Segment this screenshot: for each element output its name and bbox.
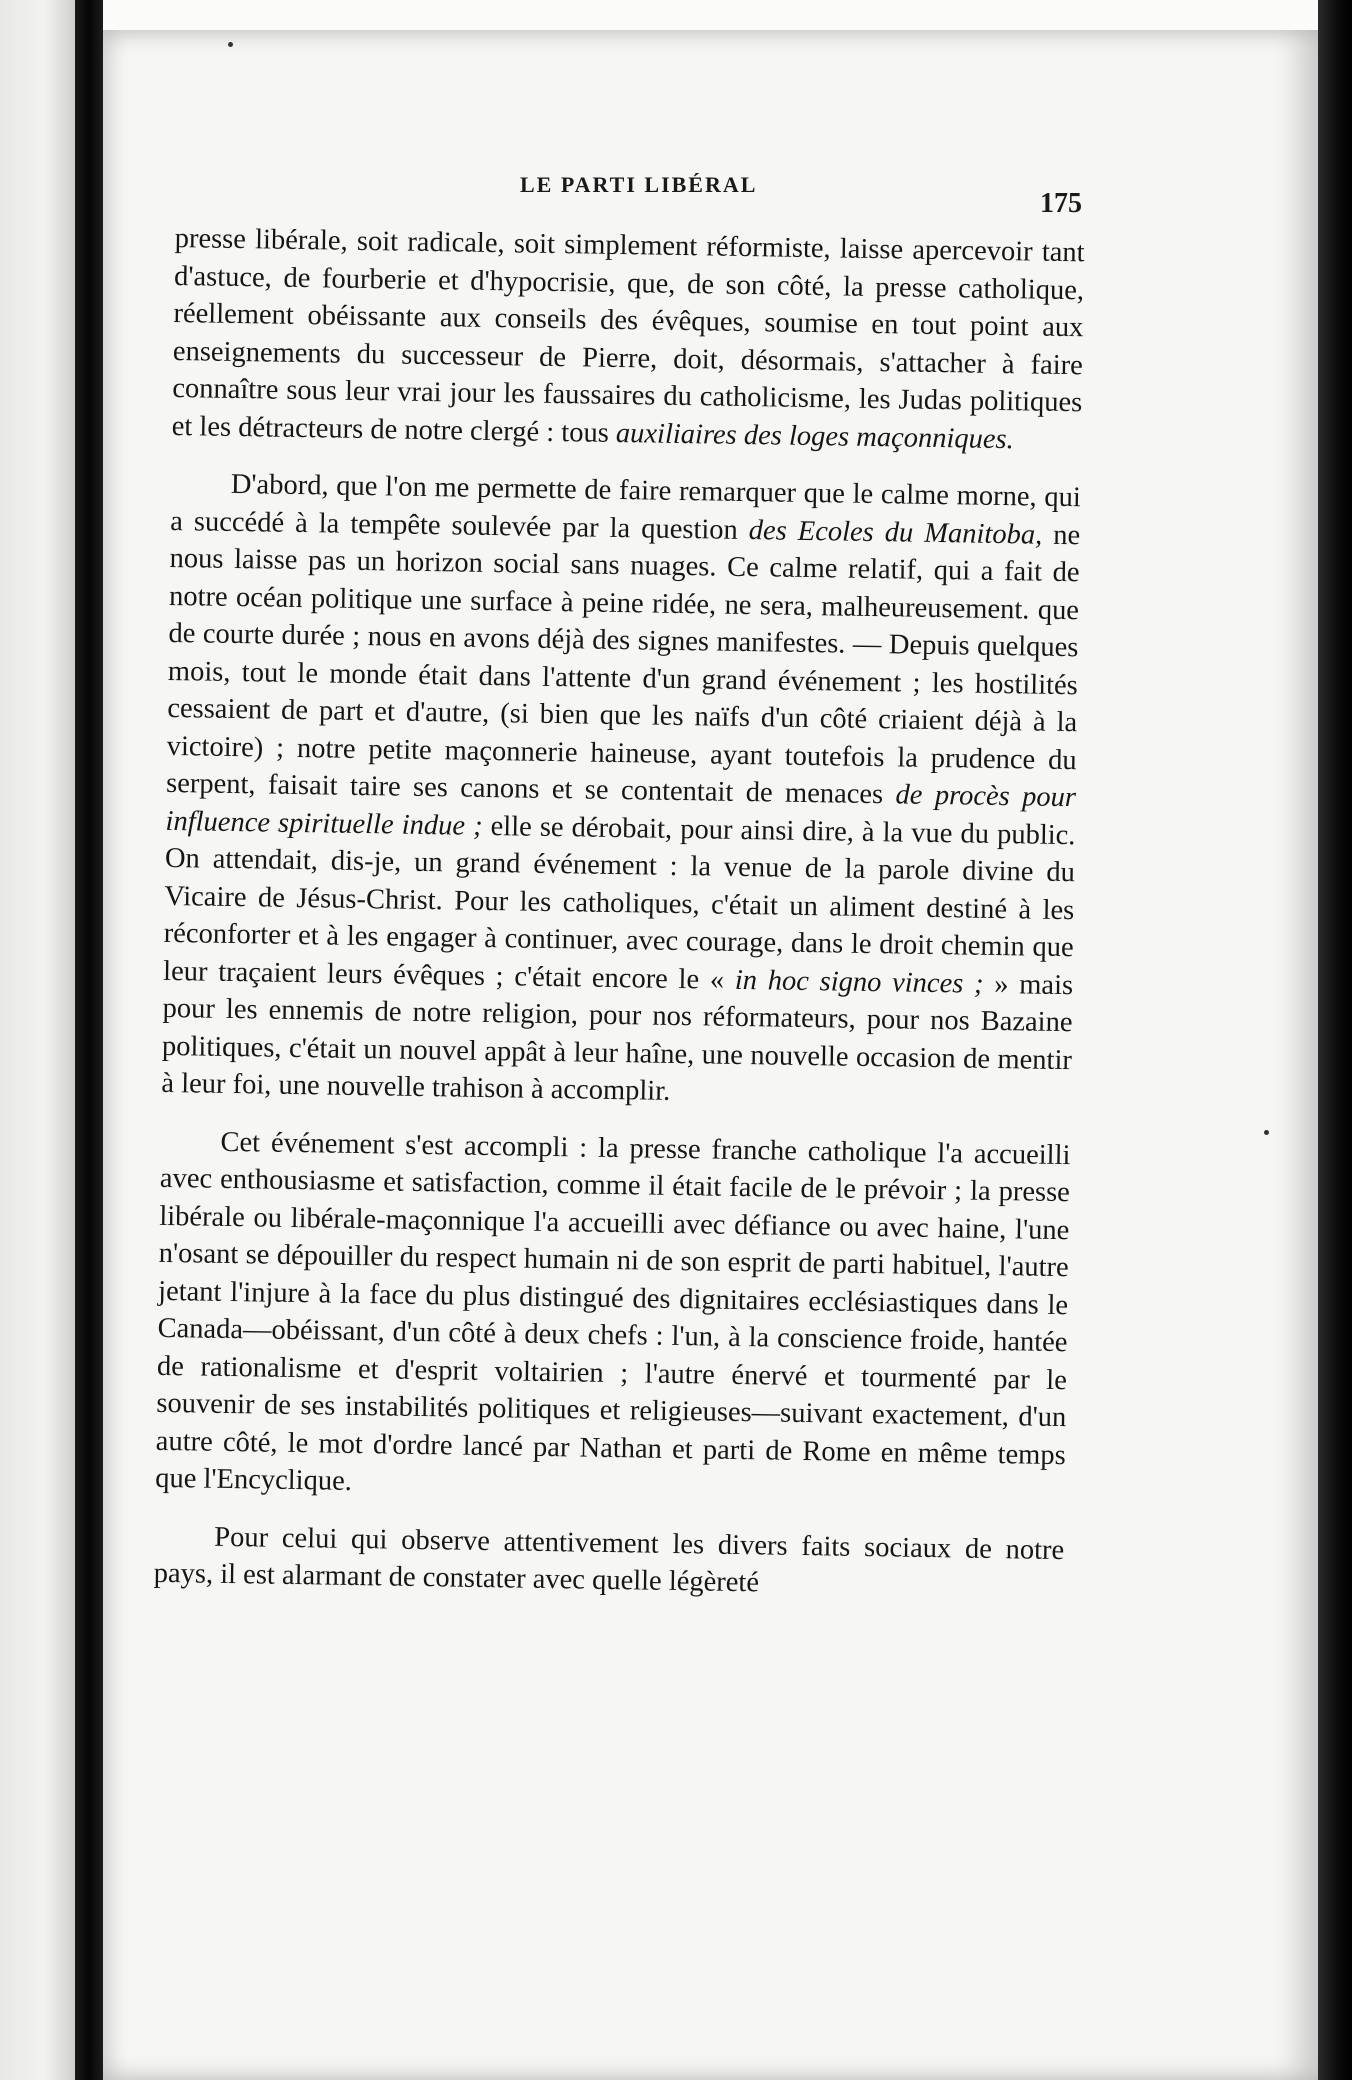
text-run: presse libérale, soit radicale, soit simplement réformiste, laisse apercevoir tant d'astuce, de fourberie et d'hypocrisie, que, de son côté, la presse catholique, réellement obéissante aux conseils des évêques, soumise en tout point aux enseignements du successeur de Pierre, doit, désormais, s'attacher à faire connaître sous leur vrai jour les faussaires du catholicisme, les Judas politiques et les détracteurs de notre clergé : tous — [171, 222, 1085, 449]
text-run: elle se dérobait, pour ainsi dire, à la vue du public. On attendait, dis-je, un grand événement : la venue de la parole divine du Vicaire de Jésus-Christ. Pour les catholiques, c'était un aliment destiné à les réconforter et à les engager à continuer, avec courage, dans le droit chemin que leur traçaient leurs évêques ; c'était encore le « — [162, 810, 1076, 996]
italic-text: auxiliaires des loges maçonniques. — [615, 417, 1015, 455]
top-margin — [103, 0, 1318, 30]
scan-speck — [1264, 1130, 1269, 1135]
paragraph — [171, 220, 1084, 459]
paragraph — [153, 1517, 1064, 1606]
paragraph — [155, 1122, 1071, 1511]
italic-text: de procès pour influence spirituelle indue ; — [165, 779, 1077, 842]
right-page-edge — [1318, 0, 1352, 2080]
scan-speck — [228, 42, 233, 47]
page-number: 175 — [1040, 188, 1082, 219]
left-page-edge — [0, 0, 75, 2080]
text-run: » mais pour les ennemis de notre religion, pour nos réformateurs, pour nos Bazaine politiques, c'était un nouvel appât à leur haîne, une nouvelle occasion de mentir à leur foi, une nouvelle trahison à accomplir. — [161, 968, 1074, 1107]
text-run: Pour celui qui observe attentivement les divers faits sociaux de notre pays, il est alarmant de constater avec quelle légèreté — [153, 1521, 1065, 1599]
italic-text: des Ecoles du Manitoba, — [748, 514, 1043, 551]
text-run: ne nous laisse pas un horizon social sans nuages. Ce calme relatif, qui a fait de notre océan politique une surface à peine ridée, ne sera, malheureusement. que de courte durée ; nous en avons déjà des signes manifestes. — Depuis quelques mois, tout le monde était dans l'attente d'un grand événement ; les hostilités cessaient de part et d'autre, (si bien que les naïfs d'un côté criaient déjà à la victoire) ; notre petite maçonnerie haineuse, ayant toutefois la prudence du serpent, faisait taire ses canons et se contentait de menaces — [165, 519, 1081, 811]
paragraph — [161, 465, 1081, 1117]
body-text — [153, 220, 1084, 1607]
book-gutter — [75, 0, 103, 2080]
running-head: LE PARTI LIBÉRAL — [520, 172, 758, 197]
italic-text: in hoc signo vinces ; — [734, 964, 984, 1000]
text-run: D'abord, que l'on me permette de faire remarquer que le calme morne, qui a succédé à la tempête soulevée par la question — [170, 468, 1081, 546]
text-run: Cet événement s'est accompli : la presse franche catholique l'a accueilli avec enthousiasme et satisfaction, comme il était facile de le prévoir ; la presse libérale ou libérale-maçonnique l'a accueilli avec défiance ou avec haine, l'une n'osant se dépouiller du respect humain ni de son esprit de parti habituel, l'autre jetant l'injure à la face du plus distingué des dignitaires ecclésiastiques dans le Canada—obéissant, d'un côté à deux chefs : l'un, à la conscience froide, hantée de rationalisme et d'esprit voltairien ; l'autre énervé et tourmenté par le souvenir de ses instabilités politiques et religieuses—suivant exactement, d'un autre côté, le mot d'ordre lancé par Nathan et parti de Rome en même temps que l'Encyclique. — [154, 1126, 1071, 1497]
